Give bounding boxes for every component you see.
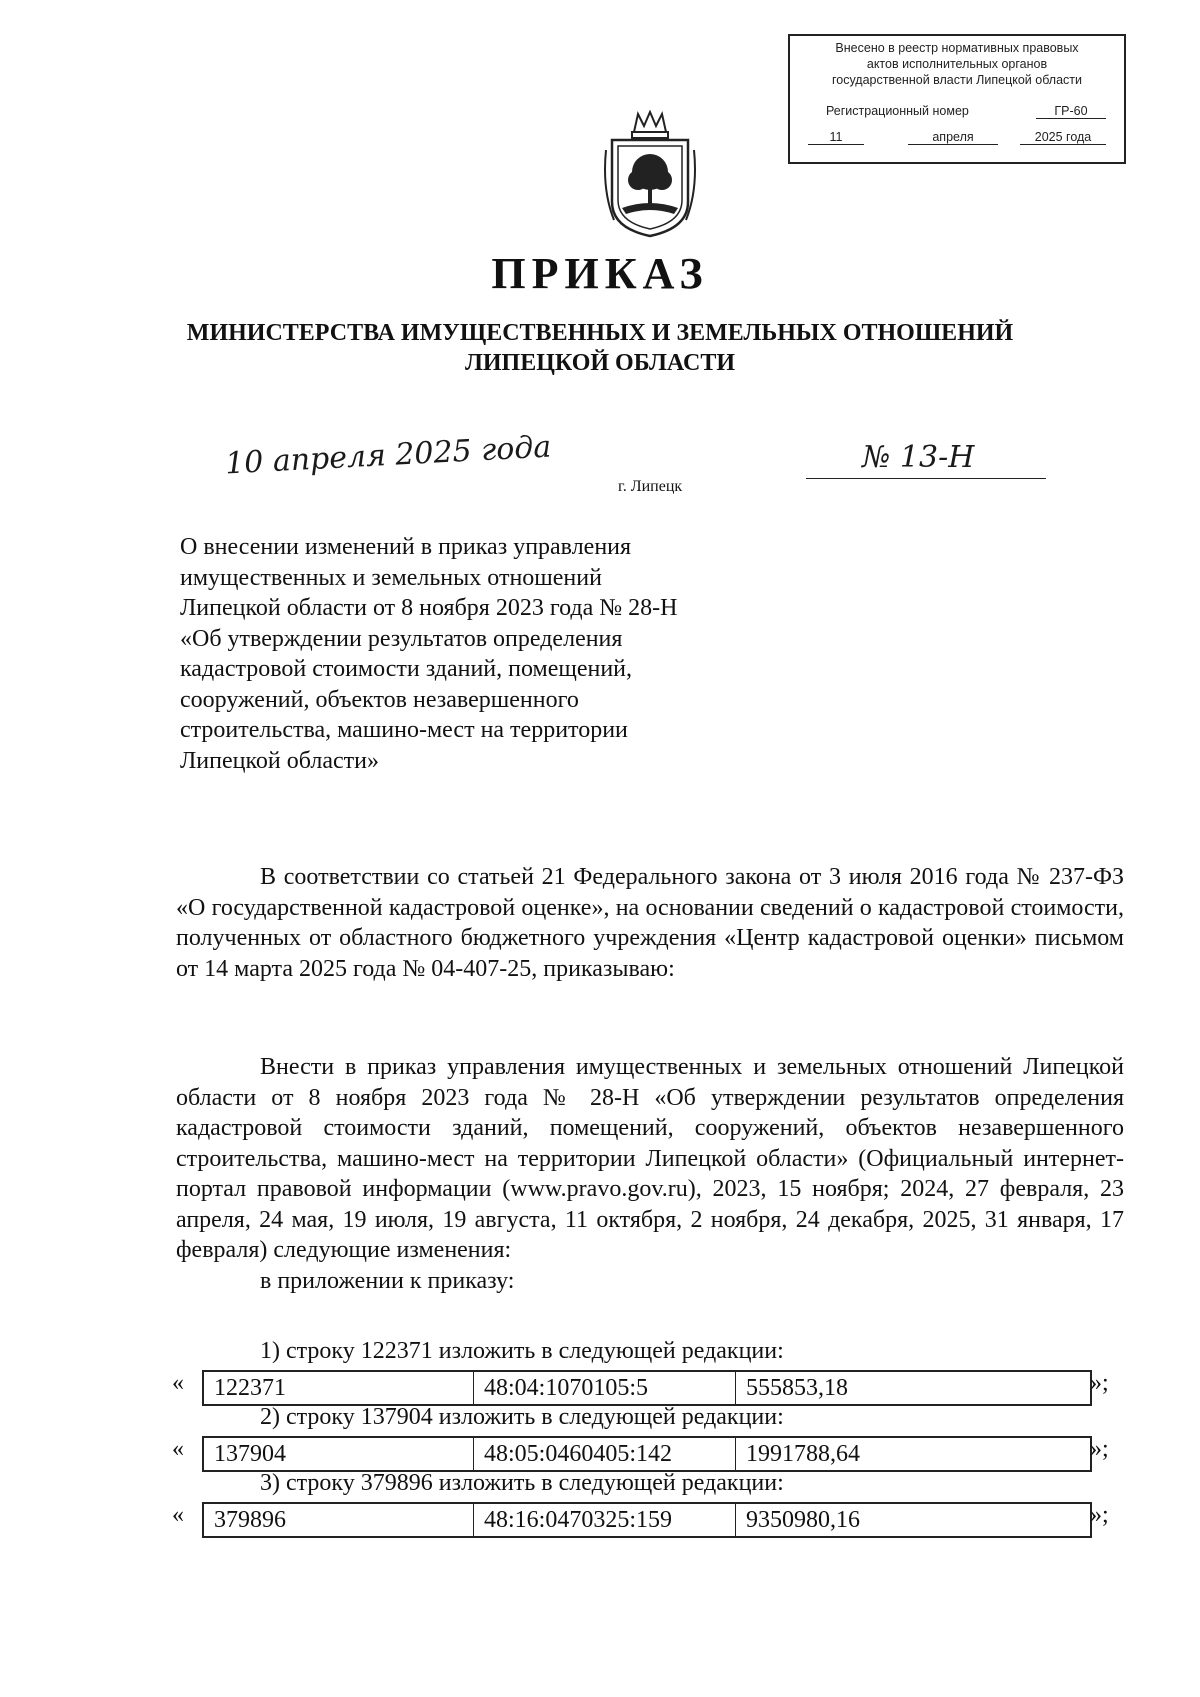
subject-line: О внесении изменений в приказ управления: [180, 534, 632, 560]
stamp-month: апреля: [908, 130, 998, 145]
cadastral-value-cell: 9350980,16: [746, 1507, 860, 1533]
preamble-paragraph: [176, 862, 1124, 984]
number-underline: [806, 478, 1046, 479]
amendment-3-heading: 3) строку 379896 изложить в следующей редакции:: [260, 1470, 784, 1496]
open-quote: «: [172, 1502, 184, 1528]
subject-line: строительства, машино-мест на территории: [180, 717, 628, 743]
stamp-day: 11: [808, 130, 864, 145]
subject-line: сооружений, объектов незавершенного: [180, 686, 579, 713]
cadastral-number-cell: 48:16:0470325:159: [474, 1504, 736, 1536]
registry-stamp: [788, 34, 1126, 164]
document-title: ПРИКАЗ: [491, 249, 709, 298]
open-quote: «: [172, 1436, 184, 1462]
amendment-1-heading: 1) строку 122371 изложить в следующей редакции:: [260, 1338, 784, 1364]
amendment-1-row: [202, 1370, 1092, 1406]
cadastral-number-cell: 48:04:1070105:5: [474, 1372, 736, 1404]
stamp-reg-number: ГР-60: [1036, 104, 1106, 119]
stamp-line-3: государственной власти Липецкой области: [831, 73, 1083, 87]
handwritten-number: № 13-Н: [862, 440, 975, 475]
open-quote: «: [172, 1370, 184, 1396]
stamp-year: 2025 года: [1020, 130, 1106, 145]
amendment-2-heading: 2) строку 137904 изложить в следующей редакции:: [260, 1404, 784, 1430]
cadastral-number-cell: 48:05:0460405:142: [474, 1438, 736, 1470]
subject-line: Липецкой области от 8 ноября 2023 года № 28-Н: [180, 595, 678, 621]
close-quote: »;: [1090, 1436, 1109, 1462]
close-quote: »;: [1090, 1370, 1109, 1396]
handwritten-date: 10 апреля 2025 года: [224, 429, 553, 482]
stamp-line-1: Внесено в реестр нормативных правовых: [835, 41, 1079, 55]
stamp-registration: [826, 104, 1114, 122]
row-number-cell: 137904: [204, 1438, 474, 1470]
close-quote: »;: [1090, 1502, 1109, 1528]
preamble-text: В соответствии со статьей 21 Федерального закона от 3 июля 2016 года № 237-ФЗ «О государственной кадастровой оценке», на основании сведений о кадастровой стоимости, полученных от областного бюджетного учреждения «Центр кадастровой оценки» письмом от 14 марта 2025 года № 04-407-25, приказываю:: [176, 864, 1124, 982]
row-number-cell: 122371: [204, 1372, 474, 1404]
subject-line: имущественных и земельных отношений: [180, 564, 602, 591]
order-text: Внести в приказ управления имущественных и земельных отношений Липецкой области от 8 ноября 2023 года № 28-Н «Об утверждении результатов определения кадастровой стоимости зданий, помещений, сооружений, объектов незавершенного строительства, машино-мест на территории Липецкой области» (Официальный интернет-портал правовой информации (www.pravo.gov.ru), 2023, 15 ноября; 2024, 27 февраля, 23 апреля, 24 мая, 19 июля, 19 августа, 11 октября, 2 ноября, 24 декабря, 2025, 31 января, 17 февраля) следующие изменения:: [176, 1054, 1124, 1263]
city-label: г. Липецк: [618, 478, 683, 495]
cadastral-value-cell: 555853,18: [746, 1375, 848, 1401]
issuing-authority: [0, 318, 1200, 378]
ministry-line-1: МИНИСТЕРСТВА ИМУЩЕСТВЕННЫХ И ЗЕМЕЛЬНЫХ ОТНОШЕНИЙ: [186, 320, 1014, 346]
order-subject: [180, 532, 820, 776]
subject-line: «Об утверждении результатов определения: [180, 625, 623, 652]
cadastral-value-cell: 1991788,64: [746, 1441, 860, 1467]
stamp-reg-label: Регистрационный номер: [826, 104, 969, 118]
appendix-line: в приложении к приказу:: [260, 1267, 515, 1294]
order-paragraph: [176, 1052, 1124, 1296]
coat-of-arms-icon: [604, 110, 696, 238]
amendment-2-row: [202, 1436, 1092, 1472]
amendment-3-row: [202, 1502, 1092, 1538]
subject-line: Липецкой области»: [180, 747, 379, 774]
ministry-line-2: ЛИПЕЦКОЙ ОБЛАСТИ: [465, 350, 735, 376]
subject-line: кадастровой стоимости зданий, помещений,: [180, 656, 633, 682]
stamp-line-2: актов исполнительных органов: [866, 57, 1048, 71]
row-number-cell: 379896: [204, 1504, 474, 1536]
stamp-date: [808, 130, 1114, 148]
